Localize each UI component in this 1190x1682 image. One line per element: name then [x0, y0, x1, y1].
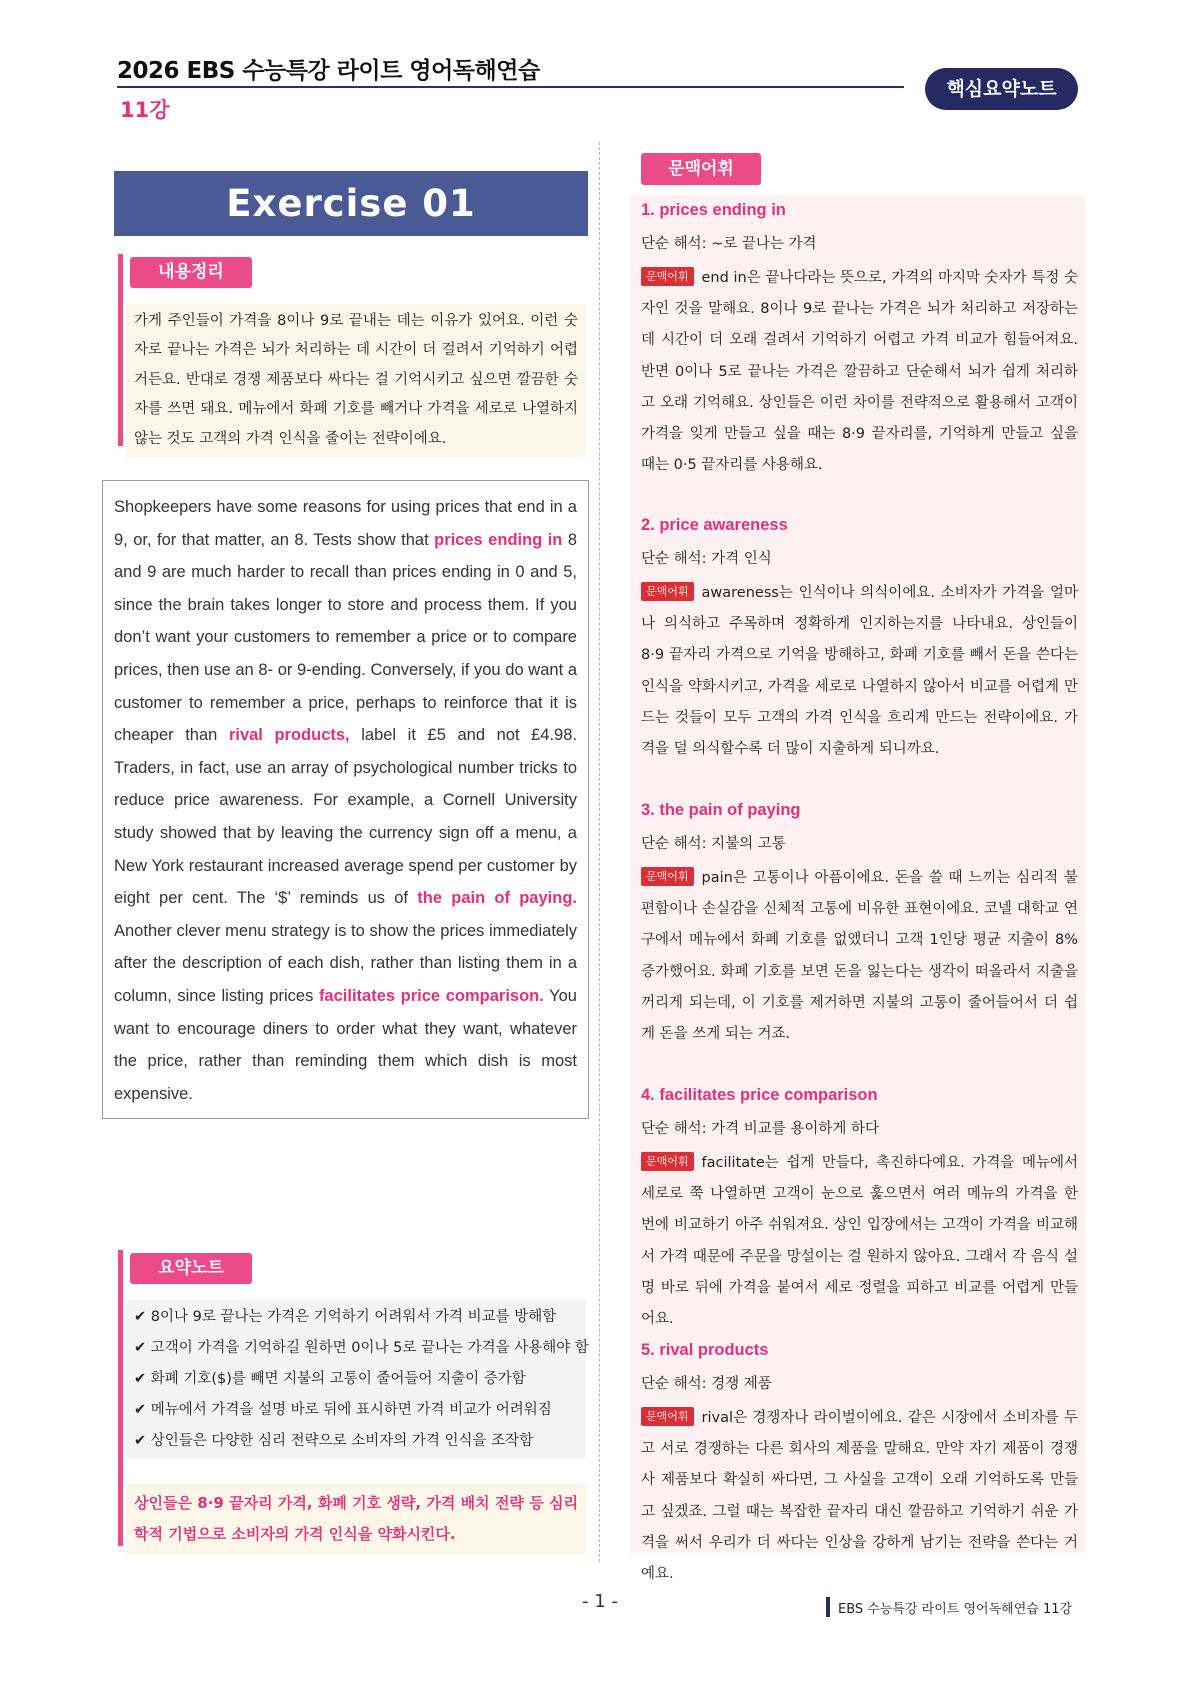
note-item: ✔ 화폐 기호($)를 빼면 지불의 고통이 줄어들어 지출이 증가함 — [134, 1371, 526, 1387]
vocab-simple-meaning: 단순 해석: 가격 인식 — [641, 551, 772, 567]
context-vocab-tag: 문맥어휘 — [641, 1152, 694, 1171]
notes-tag: 요약노트 — [130, 1253, 252, 1284]
summary-accent-bar — [118, 254, 123, 446]
lesson-label: 11강 — [120, 98, 170, 122]
highlight-facilitates-price-comparison: facilitates price comparison. — [318, 986, 544, 1005]
vocab-description — [641, 263, 1078, 481]
vocab-item-1 — [641, 195, 1078, 481]
vocab-item-3 — [641, 795, 1078, 1050]
vocab-title: 5. rival products — [641, 1341, 769, 1359]
vocab-description-text: facilitate는 쉽게 만들다, 촉진하다예요. 가격을 메뉴에서 세로로 쭉 나열하면 고객이 눈으로 훑으면서 여러 메뉴의 가격을 한 번에 비교하기 아주 쉬워져요. 상인 입장에서는 고객이 가격을 비교해서 가격 때문에 주문을 망설이는 걸 원하지 않아요. 그래서 각 음식 설명 바로 뒤에 가격을 붙여서 세로 정렬을 피하고 비교를 어렵게 만들어요. — [641, 1155, 1078, 1328]
vocab-item-5 — [641, 1335, 1078, 1590]
series-title: 2026 EBS 수능특강 라이트 영어독해연습 — [117, 58, 540, 84]
vocab-simple-meaning: 단순 해석: 지불의 고통 — [641, 836, 786, 852]
vocab-simple-meaning: 단순 해석: 가격 비교를 용이하게 하다 — [641, 1121, 880, 1137]
summary-notes-list — [126, 1300, 589, 1459]
vocab-simple-meaning: 단순 해석: 경쟁 제품 — [641, 1376, 772, 1392]
core-note-badge: 핵심요약노트 — [925, 68, 1078, 110]
vocab-item-4 — [641, 1080, 1078, 1335]
vocab-description-text: rival은 경쟁자나 라이벌이에요. 같은 시장에서 소비자를 두고 서로 경쟁하는 다른 회사의 제품을 말해요. 만약 자기 제품이 경쟁사 제품보다 확실히 싸다면, 그 사실을 고객이 오래 기억하도록 만들고 싶겠죠. 그럴 때는 복잡한 끝자리 대신 깔끔하고 기억하기 쉬운 가격을 써서 우리가 더 싸다는 인상을 강하게 남기는 전략을 쓴다는 거예요. — [641, 1410, 1078, 1583]
vocab-description-text: end in은 끝나다라는 뜻으로, 가격의 마지막 숫자가 특정 숫자인 것을 말해요. 8이나 9로 끝나는 가격은 뇌가 처리하고 저장하는 데 시간이 더 오래 걸려서 기억하기 어렵고 가격 비교가 힘들어져요. 반면 0이나 5로 끝나는 가격은 깔끔하고 단순해서 뇌가 쉽게 처리하고 오래 기억해요. 상인들은 이런 차이를 전략적으로 활용해서 고객이 가격을 잊게 만들고 싶을 때는 8·9 끝자리를, 기억하게 만들고 싶을 때는 0·5 끝자리를 사용해요. — [641, 270, 1078, 474]
summary-text: 가게 주인들이 가격을 8이나 9로 끝내는 데는 이유가 있어요. 이런 숫자로 끝나는 가격은 뇌가 처리하는 데 시간이 더 걸려서 기억하기 어렵거든요. 반대로 경쟁 제품보다 싸다는 걸 기억시키고 싶으면 깔끔한 숫자를 쓰면 돼요. 메뉴에서 화폐 기호를 빼거나 가격을 세로로 나열하지 않는 것도 고객의 가격 인식을 줄이는 전략이에요. — [126, 304, 586, 457]
header-rule — [117, 86, 904, 88]
vocab-title: 3. the pain of paying — [641, 801, 801, 819]
passage-text: Shopkeepers have some reasons for using prices that end in a 9, or, for that matter, an 8. Tests show that — [114, 498, 577, 549]
column-divider — [599, 142, 600, 1562]
passage-text: 8 and 9 are much harder to recall than prices ending in 0 and 5, since the brain takes longer to store and process them. If you don’t want your customers to remember a price or to compare prices, then use an 8- or 9-ending. Conversely, if you do want a customer to remember a price, perhaps to reinforce that it is cheaper than — [114, 530, 577, 745]
vocab-title: 4. facilitates price comparison — [641, 1086, 878, 1104]
context-vocab-tag: 문맥어휘 — [641, 1407, 694, 1426]
highlight-pain-of-paying: the pain of paying. — [417, 889, 577, 908]
footer-text: EBS 수능특강 라이트 영어독해연습 11강 — [838, 1602, 1073, 1617]
vocab-description-text: pain은 고통이나 아픔이에요. 돈을 쓸 때 느끼는 심리적 불편함이나 손실감을 신체적 고통에 비유한 표현이에요. 코넬 대학교 연구에서 메뉴에서 화폐 기호를 없앴더니 고객 1인당 평균 지출이 8% 증가했어요. 화폐 기호를 보면 돈을 잃는다는 생각이 떠올라서 지출을 꺼리게 되는데, 이 기호를 제거하면 지불의 고통이 줄어들어서 더 쉽게 돈을 쓰게 되는 거죠. — [641, 870, 1078, 1043]
notes-conclusion: 상인들은 8·9 끝자리 가격, 화폐 기호 생략, 가격 배치 전략 등 심리학적 기법으로 소비자의 가격 인식을 약화시킨다. — [126, 1484, 586, 1554]
note-item: ✔ 고객이 가격을 기억하길 원하면 0이나 5로 끝나는 가격을 사용해야 함 — [134, 1340, 589, 1356]
vocab-title: 2. price awareness — [641, 516, 788, 534]
note-item: ✔ 상인들은 다양한 심리 전략으로 소비자의 가격 인식을 조작함 — [134, 1433, 534, 1449]
summary-tag: 내용정리 — [130, 257, 252, 288]
page-number: - 1 - — [582, 1591, 618, 1612]
context-vocab-tag: 문맥어휘 — [641, 582, 694, 601]
passage-text: You want to encourage diners to order what they want, whatever the price, rather than reminding them which dish is most expensive. — [114, 986, 577, 1103]
vocab-item-2 — [641, 510, 1078, 765]
vocab-title: 1. prices ending in — [641, 201, 786, 219]
vocab-description — [641, 863, 1078, 1050]
context-vocab-tag: 문맥어휘 — [641, 867, 694, 886]
footer-accent-bar — [826, 1597, 830, 1617]
vocab-tag: 문맥어휘 — [641, 153, 761, 185]
passage-text: Another clever menu strategy is to show the prices immediately after the description of each dish, rather than listing them in a column, since listing prices — [114, 921, 577, 1005]
note-item: ✔ 메뉴에서 가격을 설명 바로 뒤에 표시하면 가격 비교가 어려워짐 — [134, 1402, 552, 1418]
vocab-description — [641, 1403, 1078, 1590]
vocab-description — [641, 578, 1078, 765]
notes-accent-bar — [118, 1250, 123, 1546]
vocab-description-text: awareness는 인식이나 의식이에요. 소비자가 가격을 얼마나 의식하고 주목하며 정확하게 인지하는지를 나타내요. 상인들이 8·9 끝자리 가격으로 기억을 방해하고, 화폐 기호를 빼서 돈을 쓴다는 인식을 약화시키고, 가격을 세로로 나열하지 않아서 비교를 어렵게 만드는 것들이 모두 고객의 가격 인식을 흐리게 만드는 전략이에요. 가격을 덜 의식할수록 더 많이 지출하게 되니까요. — [641, 585, 1078, 758]
note-item: ✔ 8이나 9로 끝나는 가격은 기억하기 어려워서 가격 비교를 방해함 — [134, 1309, 557, 1325]
reading-passage — [102, 480, 589, 1119]
context-vocab-tag: 문맥어휘 — [641, 267, 694, 286]
passage-text: label it £5 and not £4.98. Traders, in fact, use an array of psychological number tricks to reduce price awareness. For example, a Cornell University study showed that by leaving the currency sign off a menu, a New York restaurant increased average spend per customer by eight per cent. The ‘$’ reminds us of — [114, 726, 577, 908]
highlight-prices-ending-in: prices ending in — [434, 530, 563, 549]
highlight-rival-products: rival products, — [228, 726, 350, 745]
vocab-description — [641, 1148, 1078, 1335]
exercise-title: Exercise 01 — [114, 171, 588, 236]
vocab-simple-meaning: 단순 해석: ~로 끝나는 가격 — [641, 236, 817, 252]
